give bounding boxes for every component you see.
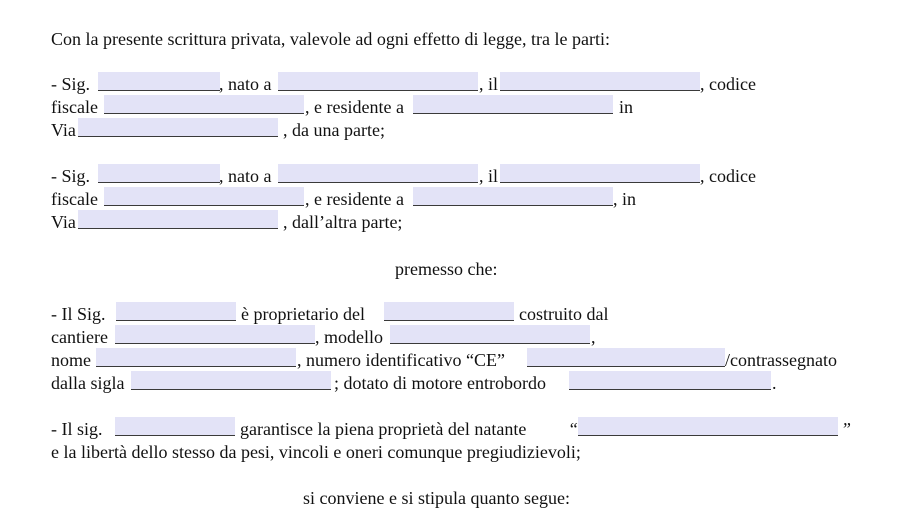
party-two-street-field[interactable] (78, 210, 278, 229)
party-one-codice-label: , codice (700, 74, 756, 94)
party-one-fiscal-code-field[interactable] (104, 95, 304, 114)
clause-one-dotato-label: ; dotato di motore entrobordo (334, 373, 546, 393)
party-one-birthplace-field[interactable] (278, 72, 478, 91)
party-one-residente-label: , e residente a (305, 97, 404, 117)
clause-one-owner-field[interactable] (116, 302, 236, 321)
clause-one-nome-label: nome (51, 350, 91, 370)
party-one-residence-field[interactable] (413, 95, 613, 114)
clause-one-numero-label: , numero identificativo “CE” (297, 350, 505, 370)
clause-two-il-sig-label: - Il sig. (51, 419, 103, 439)
party-two-fiscale-label: fiscale (51, 189, 98, 209)
party-two-birthdate-field[interactable] (500, 164, 700, 183)
clause-two-owner-field[interactable] (115, 417, 235, 436)
clause-one-modello-label: , modello (315, 327, 383, 347)
clause-two-close-quote: ” (841, 419, 852, 439)
party-one-in-label: in (619, 97, 634, 117)
party-two-closing-text: , dall’altra parte; (283, 212, 403, 232)
clause-two-line2-text: e la libertà dello stesso da pesi, vincoli e oneri comunque pregiudizievoli; (51, 442, 581, 462)
party-one-closing-text: , da una parte; (283, 120, 385, 140)
clause-one-contrassegnato-label: /contrassegnato (725, 350, 837, 370)
clause-two-open-quote: “ (568, 419, 579, 439)
clause-one-engine-field[interactable] (569, 371, 771, 390)
party-two-fiscal-code-field[interactable] (104, 187, 304, 206)
clause-two-vessel-name-field[interactable] (578, 417, 838, 436)
clause-one-cantiere-label: cantiere (51, 327, 108, 347)
clause-one-il-sig-label: - Il Sig. (51, 304, 106, 324)
clause-one-ce-number-field[interactable] (527, 348, 725, 367)
clause-one-sigla-field[interactable] (131, 371, 331, 390)
party-two-nato-label: , nato a (219, 166, 272, 186)
clause-one-period: . (772, 373, 777, 393)
party-one-fiscale-label: fiscale (51, 97, 98, 117)
party-two-residence-field[interactable] (413, 187, 613, 206)
party-two-il-label: , il (479, 166, 499, 186)
party-one-name-field[interactable] (98, 72, 220, 91)
party-one-street-field[interactable] (78, 118, 278, 137)
party-two-via-label: Via (51, 212, 76, 232)
clause-one-proprietario-label: è proprietario del (241, 304, 365, 324)
clause-two-garantisce-label: garantisce la piena proprietà del natante (240, 419, 527, 439)
party-two-residente-label: , e residente a (305, 189, 404, 209)
clause-one-costruito-label: costruito dal (519, 304, 609, 324)
party-two-birthplace-field[interactable] (278, 164, 478, 183)
party-one-nato-label: , nato a (219, 74, 272, 94)
party-one-via-label: Via (51, 120, 76, 140)
intro-text: Con la presente scrittura privata, valevole ad ogni effetto di legge, tra le parti: (51, 29, 610, 49)
party-one-sig-label: - Sig. (51, 74, 91, 94)
party-one-il-label: , il (479, 74, 499, 94)
clause-one-name-field[interactable] (96, 348, 296, 367)
clause-one-shipyard-field[interactable] (115, 325, 315, 344)
premesso-heading: premesso che: (395, 259, 498, 279)
party-two-sig-label: - Sig. (51, 166, 91, 186)
clause-one-model-field[interactable] (390, 325, 590, 344)
party-one-birthdate-field[interactable] (500, 72, 700, 91)
clause-one-comma: , (591, 327, 596, 347)
clause-one-vessel-type-field[interactable] (384, 302, 514, 321)
party-two-in-label: , in (613, 189, 637, 209)
party-two-codice-label: , codice (700, 166, 756, 186)
party-two-name-field[interactable] (98, 164, 220, 183)
clause-one-dalla-sigla-label: dalla sigla (51, 373, 125, 393)
conviene-heading: si conviene e si stipula quanto segue: (303, 488, 570, 508)
